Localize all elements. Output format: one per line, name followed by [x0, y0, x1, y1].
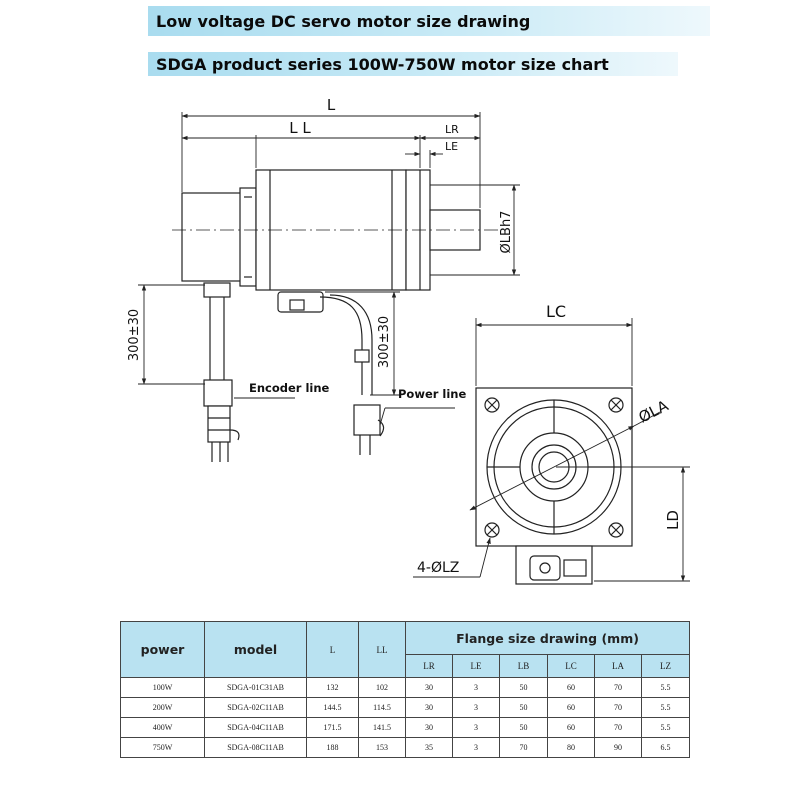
cell-L: 171.5	[307, 718, 359, 738]
cell-LC: 60	[548, 678, 595, 698]
header-power: power	[121, 622, 205, 678]
cell-power: 100W	[121, 678, 205, 698]
dim-LZ-label: 4-ØLZ	[417, 560, 460, 576]
motor-size-table	[120, 621, 690, 758]
power-line-label: Power line	[398, 387, 467, 401]
main-title: Low voltage DC servo motor size drawing	[156, 12, 531, 31]
cell-model: SDGA-04C11AB	[205, 718, 307, 738]
dim-LA-label: ØLA	[635, 396, 672, 427]
cable-length-right-label: 300±30	[377, 315, 392, 369]
cell-LR: 30	[406, 678, 453, 698]
dim-LL-label: L L	[289, 119, 311, 137]
cell-LZ: 5.5	[642, 698, 690, 718]
header-L: L	[307, 622, 359, 678]
cell-LC: 60	[548, 718, 595, 738]
cell-LE: 3	[453, 718, 500, 738]
cell-LB: 50	[500, 718, 548, 738]
header-LR: LR	[406, 655, 453, 678]
cell-L: 144.5	[307, 698, 359, 718]
cell-LZ: 6.5	[642, 738, 690, 758]
cell-power: 750W	[121, 738, 205, 758]
table-row	[121, 738, 690, 758]
cell-LA: 70	[595, 718, 642, 738]
dim-LD-label: LD	[664, 510, 682, 530]
header-LA: LA	[595, 655, 642, 678]
cell-LL: 141.5	[359, 718, 406, 738]
encoder-line-label: Encoder line	[249, 381, 330, 395]
header-LE: LE	[453, 655, 500, 678]
cell-LE: 3	[453, 698, 500, 718]
header-LC: LC	[548, 655, 595, 678]
cell-LR: 30	[406, 718, 453, 738]
header-model: model	[205, 622, 307, 678]
cell-model: SDGA-08C11AB	[205, 738, 307, 758]
cell-LE: 3	[453, 738, 500, 758]
table-row	[121, 678, 690, 698]
motor-front-view	[476, 388, 632, 584]
cell-LA: 90	[595, 738, 642, 758]
cell-LC: 80	[548, 738, 595, 758]
cell-LL: 153	[359, 738, 406, 758]
table-row	[121, 698, 690, 718]
cell-LL: 114.5	[359, 698, 406, 718]
header-LB: LB	[500, 655, 548, 678]
sub-title: SDGA product series 100W-750W motor size chart	[156, 55, 609, 74]
cell-LR: 30	[406, 698, 453, 718]
header-flange: Flange size drawing (mm)	[406, 622, 690, 655]
cell-model: SDGA-02C11AB	[205, 698, 307, 718]
cell-LA: 70	[595, 678, 642, 698]
table-row	[121, 718, 690, 738]
dim-LR-label: LR	[445, 123, 459, 136]
cell-power: 400W	[121, 718, 205, 738]
cell-LL: 102	[359, 678, 406, 698]
cell-model: SDGA-01C31AB	[205, 678, 307, 698]
dim-LC-label: LC	[545, 302, 567, 321]
cell-LB: 50	[500, 698, 548, 718]
cell-LA: 70	[595, 698, 642, 718]
dim-LE-label: LE	[445, 140, 459, 153]
cell-LE: 3	[453, 678, 500, 698]
dim-L-label: L	[326, 96, 336, 114]
cell-LB: 50	[500, 678, 548, 698]
cell-LZ: 5.5	[642, 678, 690, 698]
cable-length-left-label: 300±30	[127, 308, 142, 362]
motor-side-view	[172, 170, 500, 462]
header-LZ: LZ	[642, 655, 690, 678]
header-LL: LL	[359, 622, 406, 678]
cell-L: 132	[307, 678, 359, 698]
cell-power: 200W	[121, 698, 205, 718]
cell-LZ: 5.5	[642, 718, 690, 738]
cell-L: 188	[307, 738, 359, 758]
cell-LR: 35	[406, 738, 453, 758]
dim-LB-label: ØLBh7	[499, 210, 514, 254]
cell-LB: 70	[500, 738, 548, 758]
cell-LC: 60	[548, 698, 595, 718]
